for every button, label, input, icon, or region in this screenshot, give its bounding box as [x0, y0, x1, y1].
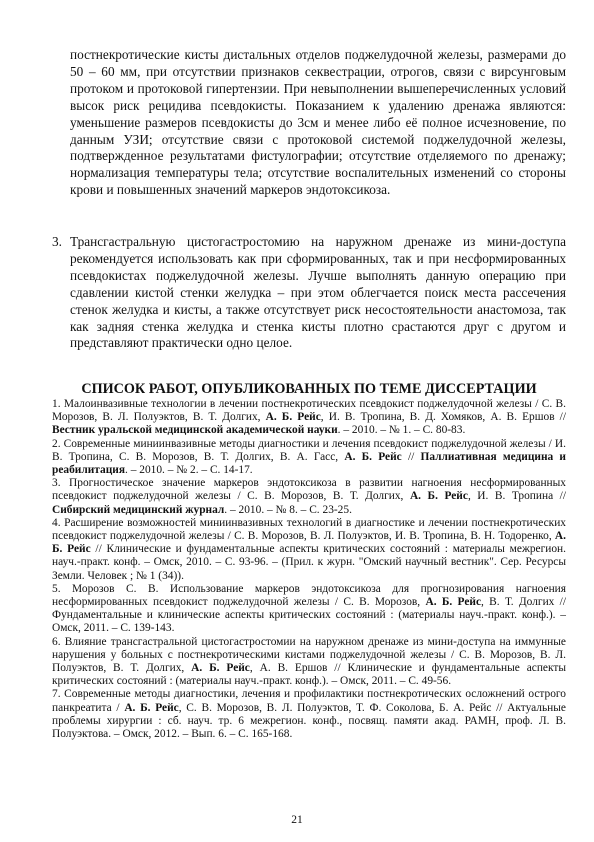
- publication-item: [52, 477, 566, 517]
- publication-text: 3. Прогностическое значение маркеров эндотоксикоза в развитии нагноения несформированных псевдокист поджелудочной железы / С. В. Морозов, В. Т. Долгих,: [52, 477, 566, 503]
- publication-text: //: [401, 450, 421, 463]
- list-item-number: 3.: [52, 234, 62, 249]
- author-highlight: А. Б. Рейс: [124, 701, 179, 714]
- list-item-text: постнекротические кисты дистальных отделов поджелудочной железы, размерами до 50 – 60 мм, при отсутствии признаков секвестрации, отрогов, связи с вирсунговым протоком и протоковой гипертензии. При невыполнении вышеперечисленных условий высок риск рецидива псевдокисты. Показанием к удалению дренажа являются: уменьшение размеров псевдокисты до 3см и менее либо её полное исчезновение, по данным УЗИ; отсутствие связи с протоковой системой поджелудочной железы, подтвержденное результатами фистулографии; отсутствие отделяемого по дренажу; нормализация температуры тела; отсутствие воспалительных изменений со стороны крови и повышенных значений маркеров эндотоксикоза.: [70, 47, 566, 198]
- publication-text: 5. Морозов С. В. Использование маркеров эндотоксикоза для прогнозирования нагноения несформированных псевдокист поджелудочной железы / С. В. Морозов,: [52, 582, 566, 609]
- publication-text: // Клинические и фундаментальные аспекты критических состояний : материалы межрегион. науч.-практ. конф. – Омск, 2010. – С. 93-96. – (Прил. к журн. "Омский научный вестник". Сер. Ресурсы Земли. Человек ; № 1 (34)).: [52, 543, 566, 582]
- author-highlight: А. Б. Рейс: [52, 530, 566, 556]
- journal-title: Паллиативная медицина и реабилитация: [52, 450, 566, 477]
- publication-text: 7. Современные методы диагностики, лечения и профилактики постнекротических осложнений острого панкреатита /: [52, 688, 566, 714]
- publication-item: [52, 636, 566, 689]
- publication-text: . – 2010. – № 1. – С. 80-83.: [337, 424, 466, 437]
- publication-item: [52, 398, 566, 438]
- list-item-text: Трансгастральную цистогастростомию на наружном дренаже из мини-доступа рекомендуется использовать как при сформированных, так и при несформированных псевдокистах поджелудочной железы. Лучше выполнять данную операцию при сдавлении кистой стенки желудка – при этом облегчается поиск места рассечения стенок желудка и кисты, а также отсутствует риск несостоятельности анастомоза, так как задняя стенка желудка и стенка кисты плотно срастаются друг с другом и представляют практически одно целое.: [70, 234, 566, 351]
- publication-item: [52, 438, 566, 478]
- publication-text: . – 2010. – № 2. – С. 14-17.: [125, 464, 253, 477]
- publication-item: [52, 688, 566, 741]
- publication-text: 4. Расширение возможностей миниинвазивных технологий в диагностике и лечении постнекротических псевдокист поджелудочной железы / С. В. Морозов, В. Л. Полуэктов, И. В. Тропина, В. Н. Тодоренко,: [52, 516, 566, 543]
- list-item-2-continuation: [52, 47, 566, 199]
- publication-text: 2. Современные миниинвазивные методы диагностики и лечения псевдокист поджелудочной железы / И. В. Тропина, С. В. Морозов, В. Т. Долгих, В. А. Гасс,: [52, 437, 566, 463]
- author-highlight: А. Б. Рейс: [344, 450, 402, 463]
- publication-text: , В. Т. Долгих // Фундаментальные и клинические аспекты критических состояний : (материалы науч.-практ. конф.). – Омск, 2011. – С. 139-143.: [52, 596, 567, 635]
- author-highlight: А. Б. Рейс: [265, 411, 321, 424]
- publication-text: 1. Малоинвазивные технологии в лечении постнекротических псевдокист поджелудочной железы / С. В. Морозов, В. Л. Полуэктов, В. Т. Долгих,: [52, 398, 566, 424]
- publication-text: , А. В. Ершов // Клинические и фундаментальные аспекты критических состояний : (материалы науч.-практ. конф.). – Омск, 2011. – С. 49-56.: [52, 662, 566, 688]
- publication-text: 6. Влияние трансгастральной цистогастростомии на наружном дренаже из мини-доступа на иммунные нарушения у больных с постнекротическими кистами поджелудочной железы / С. В. Морозов, В. Л. Полуэктов, В. Т. Долгих,: [52, 635, 566, 675]
- section-heading: СПИСОК РАБОТ, ОПУБЛИКОВАННЫХ ПО ТЕМЕ ДИССЕРТАЦИИ: [81, 381, 537, 397]
- publication-item: [52, 583, 566, 636]
- author-highlight: А. Б. Рейс: [425, 596, 482, 609]
- author-highlight: А. Б. Рейс: [409, 490, 468, 503]
- publication-list: [52, 398, 566, 741]
- list-item-3: [52, 234, 566, 352]
- author-highlight: А. Б. Рейс: [191, 662, 250, 675]
- page-number: 21: [291, 814, 303, 826]
- publication-text: , И. В. Тропина //: [467, 490, 566, 503]
- publication-text: . – 2010. – № 8. – С. 23-25.: [224, 503, 352, 516]
- publication-text: , С. В. Морозов, В. Л. Полуэктов, Т. Ф. Соколова, Б. А. Рейс // Актуальные проблемы хирургии : сб. науч. тр. 6 межрегион. конф., посвящ. памяти акад. РАМН, проф. Л. В. Полуэктова. – Омск, 2012. – Вып. 6. – С. 165-168.: [52, 701, 566, 741]
- publication-text: , И. В. Тропина, В. Д. Хомяков, А. В. Ершов //: [320, 411, 567, 424]
- journal-title: Сибирский медицинский журнал: [52, 503, 225, 516]
- publication-item: [52, 517, 566, 583]
- journal-title: Вестник уральской медицинской академической науки: [52, 424, 338, 437]
